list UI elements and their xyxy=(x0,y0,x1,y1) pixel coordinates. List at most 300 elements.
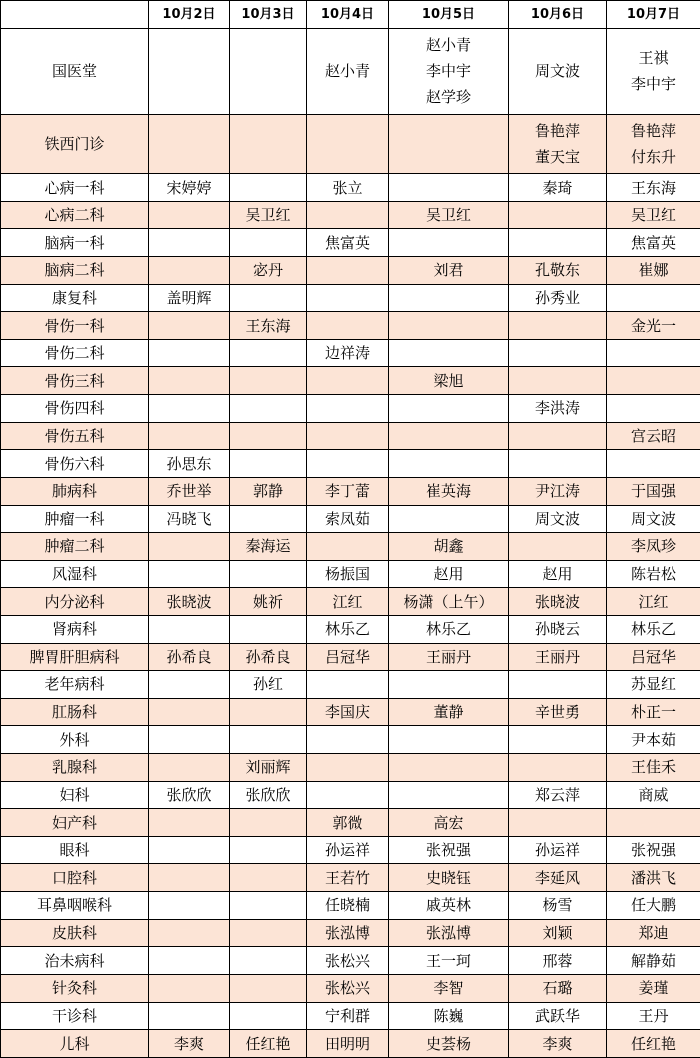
duty-cell xyxy=(307,560,389,588)
duty-cell xyxy=(607,560,700,588)
header-corner-cell xyxy=(1,1,149,29)
duty-cell xyxy=(607,29,700,115)
duty-cell xyxy=(607,450,700,478)
department-name-cell: 肿瘤二科 xyxy=(1,533,149,561)
duty-cell xyxy=(307,284,389,312)
duty-cell xyxy=(307,201,389,229)
duty-cell xyxy=(607,505,700,533)
duty-cell xyxy=(230,339,307,367)
doctor-name: 于国强 xyxy=(630,482,676,501)
table-row xyxy=(1,726,700,754)
duty-cell xyxy=(307,919,389,947)
duty-cell xyxy=(230,864,307,892)
table-row xyxy=(1,367,700,395)
doctor-name: 刘君 xyxy=(433,261,464,280)
duty-cell xyxy=(149,339,230,367)
table-row xyxy=(1,422,700,450)
duty-cell xyxy=(509,588,607,616)
doctor-name: 吴卫红 xyxy=(425,206,471,225)
doctor-name: 刘丽辉 xyxy=(245,758,291,777)
duty-cell xyxy=(149,29,230,115)
duty-cell xyxy=(389,726,509,754)
table-row xyxy=(1,29,700,115)
department-name-cell: 骨伤四科 xyxy=(1,395,149,423)
department-name-cell: 乳腺科 xyxy=(1,754,149,782)
duty-cell xyxy=(607,754,700,782)
duty-cell xyxy=(607,892,700,920)
doctor-name: 王东海 xyxy=(245,316,291,335)
duty-cell xyxy=(230,477,307,505)
doctor-name: 李洪涛 xyxy=(534,399,580,418)
department-name-cell: 骨伤三科 xyxy=(1,367,149,395)
duty-cell xyxy=(607,974,700,1002)
department-name-cell: 骨伤一科 xyxy=(1,312,149,340)
duty-cell xyxy=(607,367,700,395)
department-name-cell: 风湿科 xyxy=(1,560,149,588)
duty-cell xyxy=(149,229,230,257)
duty-cell xyxy=(307,698,389,726)
duty-cell xyxy=(149,781,230,809)
doctor-name: 宫云昭 xyxy=(630,427,676,445)
duty-cell xyxy=(509,671,607,699)
table-row xyxy=(1,1002,700,1030)
duty-cell xyxy=(607,201,700,229)
duty-cell xyxy=(509,836,607,864)
table-row xyxy=(1,257,700,285)
doctor-name: 孙希良 xyxy=(166,647,212,666)
duty-cell xyxy=(149,836,230,864)
doctor-name: 尹本茹 xyxy=(630,730,676,749)
doctor-name: 任大鹏 xyxy=(630,896,676,915)
duty-cell xyxy=(230,698,307,726)
duty-cell xyxy=(307,726,389,754)
duty-cell xyxy=(607,174,700,202)
duty-cell xyxy=(230,450,307,478)
duty-cell xyxy=(389,1030,509,1058)
duty-cell xyxy=(149,864,230,892)
duty-cell xyxy=(230,174,307,202)
duty-cell xyxy=(509,114,607,173)
duty-cell xyxy=(607,395,700,423)
duty-cell xyxy=(509,257,607,285)
duty-cell xyxy=(230,505,307,533)
doctor-name: 焦富英 xyxy=(630,233,676,252)
doctor-name: 赵小青 xyxy=(324,62,370,81)
doctor-name: 张松兴 xyxy=(324,951,370,970)
doctor-name: 武跃华 xyxy=(534,1006,580,1025)
table-row xyxy=(1,836,700,864)
duty-cell xyxy=(607,114,700,173)
duty-cell xyxy=(307,892,389,920)
table-row xyxy=(1,560,700,588)
duty-cell xyxy=(607,339,700,367)
duty-cell xyxy=(607,947,700,975)
doctor-name: 边祥涛 xyxy=(324,344,370,363)
duty-cell xyxy=(607,615,700,643)
doctor-name: 王一珂 xyxy=(425,951,471,970)
department-name-cell: 皮肤科 xyxy=(1,919,149,947)
table-row xyxy=(1,643,700,671)
doctor-name: 吕冠华 xyxy=(630,647,676,666)
table-row xyxy=(1,312,700,340)
duty-cell xyxy=(389,505,509,533)
duty-cell xyxy=(230,726,307,754)
duty-cell xyxy=(230,395,307,423)
duty-cell xyxy=(230,947,307,975)
duty-cell xyxy=(307,422,389,450)
duty-cell xyxy=(389,698,509,726)
duty-cell xyxy=(230,284,307,312)
duty-cell xyxy=(307,643,389,671)
duty-cell xyxy=(149,726,230,754)
duty-cell xyxy=(149,809,230,837)
duty-cell xyxy=(509,726,607,754)
duty-cell xyxy=(307,974,389,1002)
duty-cell xyxy=(307,947,389,975)
doctor-name: 秦琦 xyxy=(542,178,573,197)
duty-cell xyxy=(389,919,509,947)
duty-cell xyxy=(307,174,389,202)
table-row xyxy=(1,114,700,173)
doctor-name: 林乐乙 xyxy=(324,620,370,639)
department-name-cell: 老年病科 xyxy=(1,671,149,699)
table-row xyxy=(1,477,700,505)
department-name-cell: 眼科 xyxy=(1,836,149,864)
duty-cell xyxy=(149,1030,230,1058)
table-row xyxy=(1,974,700,1002)
doctor-name: 孙思东 xyxy=(166,454,212,473)
doctor-name: 郭微 xyxy=(332,813,363,832)
doctor-name: 朴正一 xyxy=(630,703,676,722)
duty-cell xyxy=(389,892,509,920)
doctor-name: 孙晓云 xyxy=(534,620,580,639)
duty-cell xyxy=(307,836,389,864)
doctor-name: 孔敬东 xyxy=(534,261,580,280)
duty-cell xyxy=(607,312,700,340)
duty-cell xyxy=(307,615,389,643)
duty-cell xyxy=(509,864,607,892)
duty-cell xyxy=(149,698,230,726)
duty-cell xyxy=(389,477,509,505)
duty-cell xyxy=(509,809,607,837)
duty-cell xyxy=(230,615,307,643)
department-name-cell: 脑病一科 xyxy=(1,229,149,257)
duty-cell xyxy=(509,533,607,561)
doctor-name: 赵用 xyxy=(433,565,464,584)
table-row xyxy=(1,947,700,975)
duty-cell xyxy=(389,339,509,367)
doctor-name: 王丽丹 xyxy=(534,647,580,666)
duty-cell xyxy=(389,367,509,395)
department-name-cell: 康复科 xyxy=(1,284,149,312)
table-row xyxy=(1,450,700,478)
header-date-oct5: 10月5日 xyxy=(389,1,509,29)
duty-cell xyxy=(230,201,307,229)
header-date-oct2: 10月2日 xyxy=(149,1,230,29)
doctor-name: 石璐 xyxy=(542,979,573,998)
doctor-name: 赵用 xyxy=(542,565,573,584)
doctor-name: 吕冠华 xyxy=(324,647,370,666)
doctor-name: 苏显红 xyxy=(630,675,676,694)
doctor-name: 王若竹 xyxy=(324,868,370,887)
doctor-name: 崔英海 xyxy=(425,482,471,501)
duty-cell xyxy=(230,312,307,340)
duty-cell xyxy=(307,450,389,478)
doctor-name: 王丽丹 xyxy=(425,647,471,666)
doctor-name: 陈岩松 xyxy=(630,565,676,584)
duty-cell xyxy=(607,643,700,671)
table-row xyxy=(1,229,700,257)
duty-cell xyxy=(230,919,307,947)
table-row xyxy=(1,864,700,892)
duty-cell xyxy=(230,974,307,1002)
doctor-name: 金光一 xyxy=(630,316,676,335)
duty-cell xyxy=(389,947,509,975)
duty-cell xyxy=(230,114,307,173)
doctor-name: 吴卫红 xyxy=(245,206,291,225)
duty-cell xyxy=(389,450,509,478)
duty-cell xyxy=(230,836,307,864)
duty-cell xyxy=(149,892,230,920)
doctor-name: 周文波 xyxy=(630,509,676,528)
doctor-name: 高宏 xyxy=(433,813,464,832)
duty-cell xyxy=(607,1002,700,1030)
department-name-cell: 治未病科 xyxy=(1,947,149,975)
duty-cell xyxy=(509,284,607,312)
duty-cell xyxy=(230,809,307,837)
table-row xyxy=(1,919,700,947)
department-name-cell: 内分泌科 xyxy=(1,588,149,616)
duty-cell xyxy=(230,643,307,671)
table-row xyxy=(1,395,700,423)
duty-cell xyxy=(149,974,230,1002)
duty-cell xyxy=(230,229,307,257)
duty-cell xyxy=(149,643,230,671)
duty-cell xyxy=(389,836,509,864)
duty-cell xyxy=(230,671,307,699)
duty-cell xyxy=(607,229,700,257)
duty-cell xyxy=(149,450,230,478)
doctor-name: 张祝强 xyxy=(425,841,471,860)
duty-cell xyxy=(389,422,509,450)
duty-cell xyxy=(307,671,389,699)
duty-cell xyxy=(607,671,700,699)
doctor-name: 宁利群 xyxy=(324,1006,370,1025)
doctor-name: 张欣欣 xyxy=(166,785,212,804)
duty-cell xyxy=(149,422,230,450)
doctor-name: 王祺 xyxy=(638,49,669,68)
duty-cell xyxy=(607,864,700,892)
doctor-name: 郭静 xyxy=(252,482,283,501)
duty-cell xyxy=(149,947,230,975)
duty-cell xyxy=(149,754,230,782)
doctor-name: 宋婷婷 xyxy=(166,178,212,197)
doctor-name: 潘洪飞 xyxy=(630,868,676,887)
doctor-name: 张立 xyxy=(332,178,363,197)
duty-cell xyxy=(389,533,509,561)
doctor-name: 杨振国 xyxy=(324,565,370,584)
department-name-cell: 肾病科 xyxy=(1,615,149,643)
doctor-name: 梁旭 xyxy=(433,371,464,390)
duty-cell xyxy=(230,781,307,809)
doctor-name: 杨雪 xyxy=(542,896,573,915)
duty-cell xyxy=(389,114,509,173)
duty-cell xyxy=(307,339,389,367)
duty-cell xyxy=(509,919,607,947)
doctor-name: 鲁艳萍 xyxy=(534,122,580,141)
doctor-name: 张泓博 xyxy=(425,923,471,942)
department-name-cell: 骨伤六科 xyxy=(1,450,149,478)
department-name-cell: 心病一科 xyxy=(1,174,149,202)
duty-cell xyxy=(509,395,607,423)
doctor-name: 田明明 xyxy=(324,1034,370,1053)
duty-cell xyxy=(230,422,307,450)
duty-cell xyxy=(307,29,389,115)
doctor-name: 张泓博 xyxy=(324,923,370,942)
duty-cell xyxy=(509,1002,607,1030)
table-row xyxy=(1,615,700,643)
duty-cell xyxy=(389,643,509,671)
duty-cell xyxy=(307,114,389,173)
doctor-name: 索凤茹 xyxy=(324,509,370,528)
duty-cell xyxy=(389,781,509,809)
doctor-name: 张晓波 xyxy=(166,592,212,611)
department-name-cell: 脑病二科 xyxy=(1,257,149,285)
duty-cell xyxy=(307,367,389,395)
table-row xyxy=(1,339,700,367)
doctor-name: 林乐乙 xyxy=(425,620,471,639)
duty-cell xyxy=(509,339,607,367)
duty-cell xyxy=(607,809,700,837)
duty-cell xyxy=(389,754,509,782)
duty-cell xyxy=(149,671,230,699)
duty-cell xyxy=(230,588,307,616)
doctor-name: 江红 xyxy=(332,592,363,611)
duty-cell xyxy=(389,864,509,892)
duty-cell xyxy=(607,477,700,505)
doctor-name: 邢蓉 xyxy=(542,951,573,970)
department-name-cell: 妇产科 xyxy=(1,809,149,837)
doctor-name: 盖明辉 xyxy=(166,288,212,307)
duty-cell xyxy=(230,560,307,588)
table-row xyxy=(1,1030,700,1058)
duty-cell xyxy=(607,781,700,809)
doctor-name: 冯晓飞 xyxy=(166,509,212,528)
duty-cell xyxy=(307,229,389,257)
doctor-name: 商威 xyxy=(638,785,669,804)
doctor-name: 辛世勇 xyxy=(534,703,580,722)
duty-cell xyxy=(230,1002,307,1030)
doctor-name: 鲁艳萍 xyxy=(630,122,676,141)
duty-cell xyxy=(149,395,230,423)
doctor-name: 任晓楠 xyxy=(324,896,370,915)
duty-cell xyxy=(509,174,607,202)
doctor-name: 杨潇（上午） xyxy=(403,592,494,611)
duty-cell xyxy=(389,174,509,202)
duty-cell xyxy=(509,505,607,533)
duty-cell xyxy=(149,367,230,395)
doctor-name: 李延风 xyxy=(534,868,580,887)
duty-cell xyxy=(389,312,509,340)
doctor-name: 李丁蕾 xyxy=(324,482,370,501)
duty-cell xyxy=(509,643,607,671)
duty-cell xyxy=(230,257,307,285)
table-row xyxy=(1,781,700,809)
doctor-name: 尹江涛 xyxy=(534,482,580,501)
duty-cell xyxy=(509,698,607,726)
doctor-name: 张欣欣 xyxy=(245,785,291,804)
header-date-oct3: 10月3日 xyxy=(230,1,307,29)
duty-cell xyxy=(389,395,509,423)
doctor-name: 孙红 xyxy=(252,675,283,694)
department-name-cell: 心病二科 xyxy=(1,201,149,229)
department-name-cell: 外科 xyxy=(1,726,149,754)
doctor-name: 孙运祥 xyxy=(534,841,580,860)
doctor-name: 史荟杨 xyxy=(425,1034,471,1053)
duty-cell xyxy=(230,892,307,920)
duty-cell xyxy=(509,781,607,809)
doctor-name: 付东升 xyxy=(630,148,676,167)
doctor-name: 戚英林 xyxy=(425,896,471,915)
duty-cell xyxy=(149,312,230,340)
doctor-name: 赵学珍 xyxy=(425,88,471,107)
duty-cell xyxy=(607,588,700,616)
header-date-oct7: 10月7日 xyxy=(607,1,700,29)
doctor-name: 孙秀业 xyxy=(534,288,580,307)
duty-cell xyxy=(307,312,389,340)
doctor-name: 李智 xyxy=(433,979,464,998)
department-name-cell: 口腔科 xyxy=(1,864,149,892)
duty-cell xyxy=(307,505,389,533)
duty-cell xyxy=(607,533,700,561)
duty-cell xyxy=(149,174,230,202)
doctor-name: 李爽 xyxy=(542,1034,573,1053)
doctor-name: 胡鑫 xyxy=(433,537,464,556)
doctor-name: 李爽 xyxy=(173,1034,204,1053)
duty-cell xyxy=(307,395,389,423)
table-row xyxy=(1,892,700,920)
department-name-cell: 耳鼻咽喉科 xyxy=(1,892,149,920)
duty-cell xyxy=(149,257,230,285)
doctor-name: 林乐乙 xyxy=(630,620,676,639)
doctor-name: 周文波 xyxy=(534,62,580,81)
duty-cell xyxy=(307,477,389,505)
duty-cell xyxy=(389,615,509,643)
department-name-cell: 骨伤二科 xyxy=(1,339,149,367)
doctor-name: 陈巍 xyxy=(433,1006,464,1025)
duty-cell xyxy=(607,698,700,726)
duty-cell xyxy=(307,754,389,782)
duty-cell xyxy=(230,754,307,782)
duty-cell xyxy=(509,754,607,782)
duty-cell xyxy=(149,201,230,229)
doctor-name: 宓丹 xyxy=(252,261,283,280)
duty-cell xyxy=(607,726,700,754)
schedule-body xyxy=(1,29,700,1058)
duty-cell xyxy=(509,29,607,115)
duty-cell xyxy=(607,1030,700,1058)
duty-cell xyxy=(389,560,509,588)
duty-cell xyxy=(149,615,230,643)
department-name-cell: 针灸科 xyxy=(1,974,149,1002)
header-date-oct4: 10月4日 xyxy=(307,1,389,29)
table-row xyxy=(1,588,700,616)
duty-cell xyxy=(509,974,607,1002)
duty-cell xyxy=(389,257,509,285)
duty-cell xyxy=(389,588,509,616)
doctor-name: 孙希良 xyxy=(245,647,291,666)
duty-cell xyxy=(509,947,607,975)
